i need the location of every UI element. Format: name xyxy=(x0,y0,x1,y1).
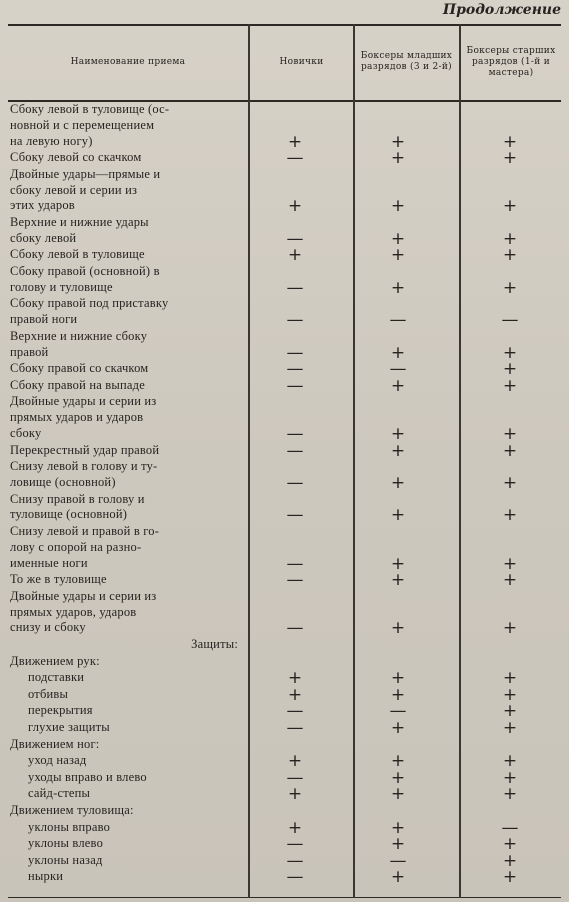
mark-senior: + xyxy=(502,618,518,639)
mark-senior: + xyxy=(502,423,518,444)
technique-name: уходы вправо и влево xyxy=(28,769,147,784)
mark-junior: + xyxy=(390,751,406,772)
mark-novice: — xyxy=(286,867,304,888)
mark-junior: + xyxy=(390,423,406,444)
mark-novice: — xyxy=(286,834,304,855)
mark-senior: — xyxy=(501,817,519,838)
mark-novice: + xyxy=(287,751,303,772)
mark-senior: + xyxy=(502,850,518,871)
header-senior: Боксеры старших разрядов (1-й и мастера) xyxy=(466,45,556,78)
mark-novice: — xyxy=(286,342,304,363)
technique-name: перекрытия xyxy=(28,703,93,718)
technique-name: Снизу левой в голову и ту- ловище (основной) xyxy=(10,459,158,489)
mark-junior: + xyxy=(390,817,406,838)
technique-name: Двойные удары и серии из прямых ударов и ударов сбоку xyxy=(10,394,157,440)
mark-junior: — xyxy=(389,701,407,722)
mark-junior: + xyxy=(390,784,406,805)
technique-name: сайд-степы xyxy=(28,786,91,801)
mark-novice: — xyxy=(286,767,304,788)
table-row xyxy=(8,637,561,653)
mark-novice: — xyxy=(286,570,304,591)
mark-senior: + xyxy=(502,718,518,738)
table-row xyxy=(8,329,561,361)
mark-novice: — xyxy=(286,423,304,444)
table-row xyxy=(8,166,561,217)
table-row xyxy=(8,570,561,591)
table-row xyxy=(8,737,561,753)
table-row xyxy=(8,394,561,444)
continuation-label: Продолжение xyxy=(442,2,561,18)
table-row xyxy=(8,817,561,838)
mark-novice: — xyxy=(286,148,304,169)
technique-name: Защиты: xyxy=(191,637,238,651)
table-row xyxy=(8,524,561,574)
technique-name: Движением рук: xyxy=(10,653,100,668)
mark-junior: — xyxy=(389,850,407,871)
technique-name: Двойные удары и серии из прямых ударов, ударов снизу и сбоку xyxy=(10,588,157,635)
mark-novice: — xyxy=(286,472,304,493)
header-novice: Новички xyxy=(279,56,324,67)
mark-senior: + xyxy=(502,570,518,591)
table-row xyxy=(8,784,561,805)
mark-senior: + xyxy=(502,834,518,855)
mark-novice: + xyxy=(287,684,303,705)
technique-name: Движением туловища: xyxy=(10,803,134,817)
mark-senior: + xyxy=(502,375,518,396)
mark-junior: + xyxy=(390,570,406,591)
mark-junior: + xyxy=(390,684,406,705)
table-row xyxy=(8,245,561,266)
table-row xyxy=(8,492,561,524)
table-row xyxy=(8,751,561,772)
table-row xyxy=(8,720,561,736)
technique-name: Движением ног: xyxy=(10,736,100,751)
technique-name: уход назад xyxy=(28,753,87,768)
mark-senior: + xyxy=(502,867,518,888)
header-name: Наименование приема xyxy=(70,56,186,67)
mark-novice: + xyxy=(287,817,303,838)
mark-senior: + xyxy=(502,472,518,493)
mark-junior: + xyxy=(390,668,406,689)
mark-novice: — xyxy=(286,553,304,574)
technique-name: Верхние и нижние удары сбоку левой xyxy=(10,215,149,245)
table-row xyxy=(8,440,561,461)
table-row xyxy=(8,359,561,380)
mark-novice: — xyxy=(286,375,304,396)
table-row xyxy=(8,834,561,855)
technique-name: То же в туловище xyxy=(10,572,107,587)
mark-senior: + xyxy=(502,751,518,772)
mark-junior: + xyxy=(390,196,406,217)
mark-senior: + xyxy=(502,684,518,705)
technique-name: Сбоку левой со скачком xyxy=(10,150,142,165)
mark-junior: + xyxy=(390,472,406,493)
table-row xyxy=(8,654,561,670)
mark-junior: + xyxy=(390,718,406,738)
mark-senior: + xyxy=(502,553,518,574)
mark-novice: — xyxy=(286,505,304,526)
mark-junior: + xyxy=(390,342,406,363)
mark-senior: + xyxy=(502,196,518,217)
technique-name: глухие защиты xyxy=(28,720,110,734)
technique-name: отбивы xyxy=(28,686,69,701)
mark-junior: + xyxy=(390,767,406,788)
mark-senior: + xyxy=(502,784,518,805)
table-row xyxy=(8,701,561,722)
mark-novice: — xyxy=(286,718,304,738)
mark-junior: + xyxy=(390,505,406,526)
technique-name: Сбоку правой под приставку правой ноги xyxy=(10,296,169,327)
mark-novice: — xyxy=(286,850,304,871)
mark-senior: + xyxy=(502,359,518,380)
mark-junior: + xyxy=(390,618,406,639)
technique-name: Двойные удары—прямые и сбоку левой и серии из этих ударов xyxy=(10,166,161,213)
header-junior: Боксеры младших разрядов (3 и 2-й) xyxy=(360,51,453,72)
mark-junior: + xyxy=(390,375,406,396)
mark-junior: + xyxy=(390,277,406,298)
mark-novice: + xyxy=(287,784,303,805)
mark-novice: — xyxy=(286,701,304,722)
mark-junior: + xyxy=(390,834,406,855)
technique-name: Сбоку левой в туловище xyxy=(10,247,145,262)
technique-name: Сбоку правой со скачком xyxy=(10,361,149,376)
technique-name: уклоны влево xyxy=(28,836,104,851)
mark-senior: — xyxy=(501,310,519,331)
table-row xyxy=(8,767,561,788)
table-row xyxy=(8,588,561,639)
mark-senior: + xyxy=(502,701,518,722)
technique-name: Сбоку левой в туловище (ос- новной и с перемещением на левую ногу) xyxy=(10,102,170,148)
mark-junior: + xyxy=(390,867,406,888)
table-row xyxy=(8,102,561,152)
mark-senior: + xyxy=(502,342,518,363)
mark-junior: + xyxy=(390,148,406,169)
mark-senior: + xyxy=(502,668,518,689)
mark-novice: + xyxy=(287,196,303,217)
mark-senior: + xyxy=(502,767,518,788)
technique-name: Сбоку правой (основной) в голову и туловище xyxy=(10,264,160,294)
mark-novice: — xyxy=(286,277,304,298)
mark-junior: + xyxy=(390,553,406,574)
technique-name: уклоны вправо xyxy=(28,819,111,834)
mark-junior: — xyxy=(389,359,407,380)
table-row xyxy=(8,459,561,491)
mark-junior: — xyxy=(389,310,407,331)
mark-senior: + xyxy=(502,245,518,266)
mark-novice: — xyxy=(286,310,304,331)
table-row xyxy=(8,264,561,296)
technique-name: Верхние и нижние сбоку правой xyxy=(10,328,148,359)
mark-novice: — xyxy=(286,359,304,380)
mark-novice: — xyxy=(286,618,304,639)
technique-name: Перекрестный удар правой xyxy=(10,442,160,457)
table-row xyxy=(8,148,561,169)
mark-novice: — xyxy=(286,440,304,461)
mark-novice: + xyxy=(287,245,303,266)
technique-name: Сбоку правой на выпаде xyxy=(10,377,145,392)
technique-name: Снизу левой и правой в го- лову с опорой на разно- именные ноги xyxy=(10,524,160,570)
technique-table xyxy=(8,24,561,898)
technique-name: уклоны назад xyxy=(28,852,103,867)
mark-senior: + xyxy=(502,505,518,526)
table-row xyxy=(8,296,561,331)
mark-senior: + xyxy=(502,228,518,249)
mark-novice: + xyxy=(287,131,303,152)
table-row xyxy=(8,215,561,247)
mark-senior: + xyxy=(502,440,518,461)
table-row xyxy=(8,867,561,888)
mark-junior: + xyxy=(390,245,406,266)
table-row xyxy=(8,803,561,819)
mark-novice: + xyxy=(287,668,303,689)
technique-name: нырки xyxy=(28,869,64,884)
mark-senior: + xyxy=(502,148,518,169)
table-row xyxy=(8,668,561,689)
table-row xyxy=(8,850,561,871)
mark-novice: — xyxy=(286,228,304,249)
mark-senior: + xyxy=(502,277,518,298)
table-row xyxy=(8,684,561,705)
technique-name: Снизу правой в голову и туловище (основной) xyxy=(10,491,145,522)
table-bottom-rule xyxy=(8,897,561,899)
mark-junior: + xyxy=(390,228,406,249)
mark-junior: + xyxy=(390,440,406,461)
table-row xyxy=(8,375,561,396)
technique-name: подставки xyxy=(28,670,85,685)
mark-junior: + xyxy=(390,131,406,152)
mark-senior: + xyxy=(502,131,518,152)
